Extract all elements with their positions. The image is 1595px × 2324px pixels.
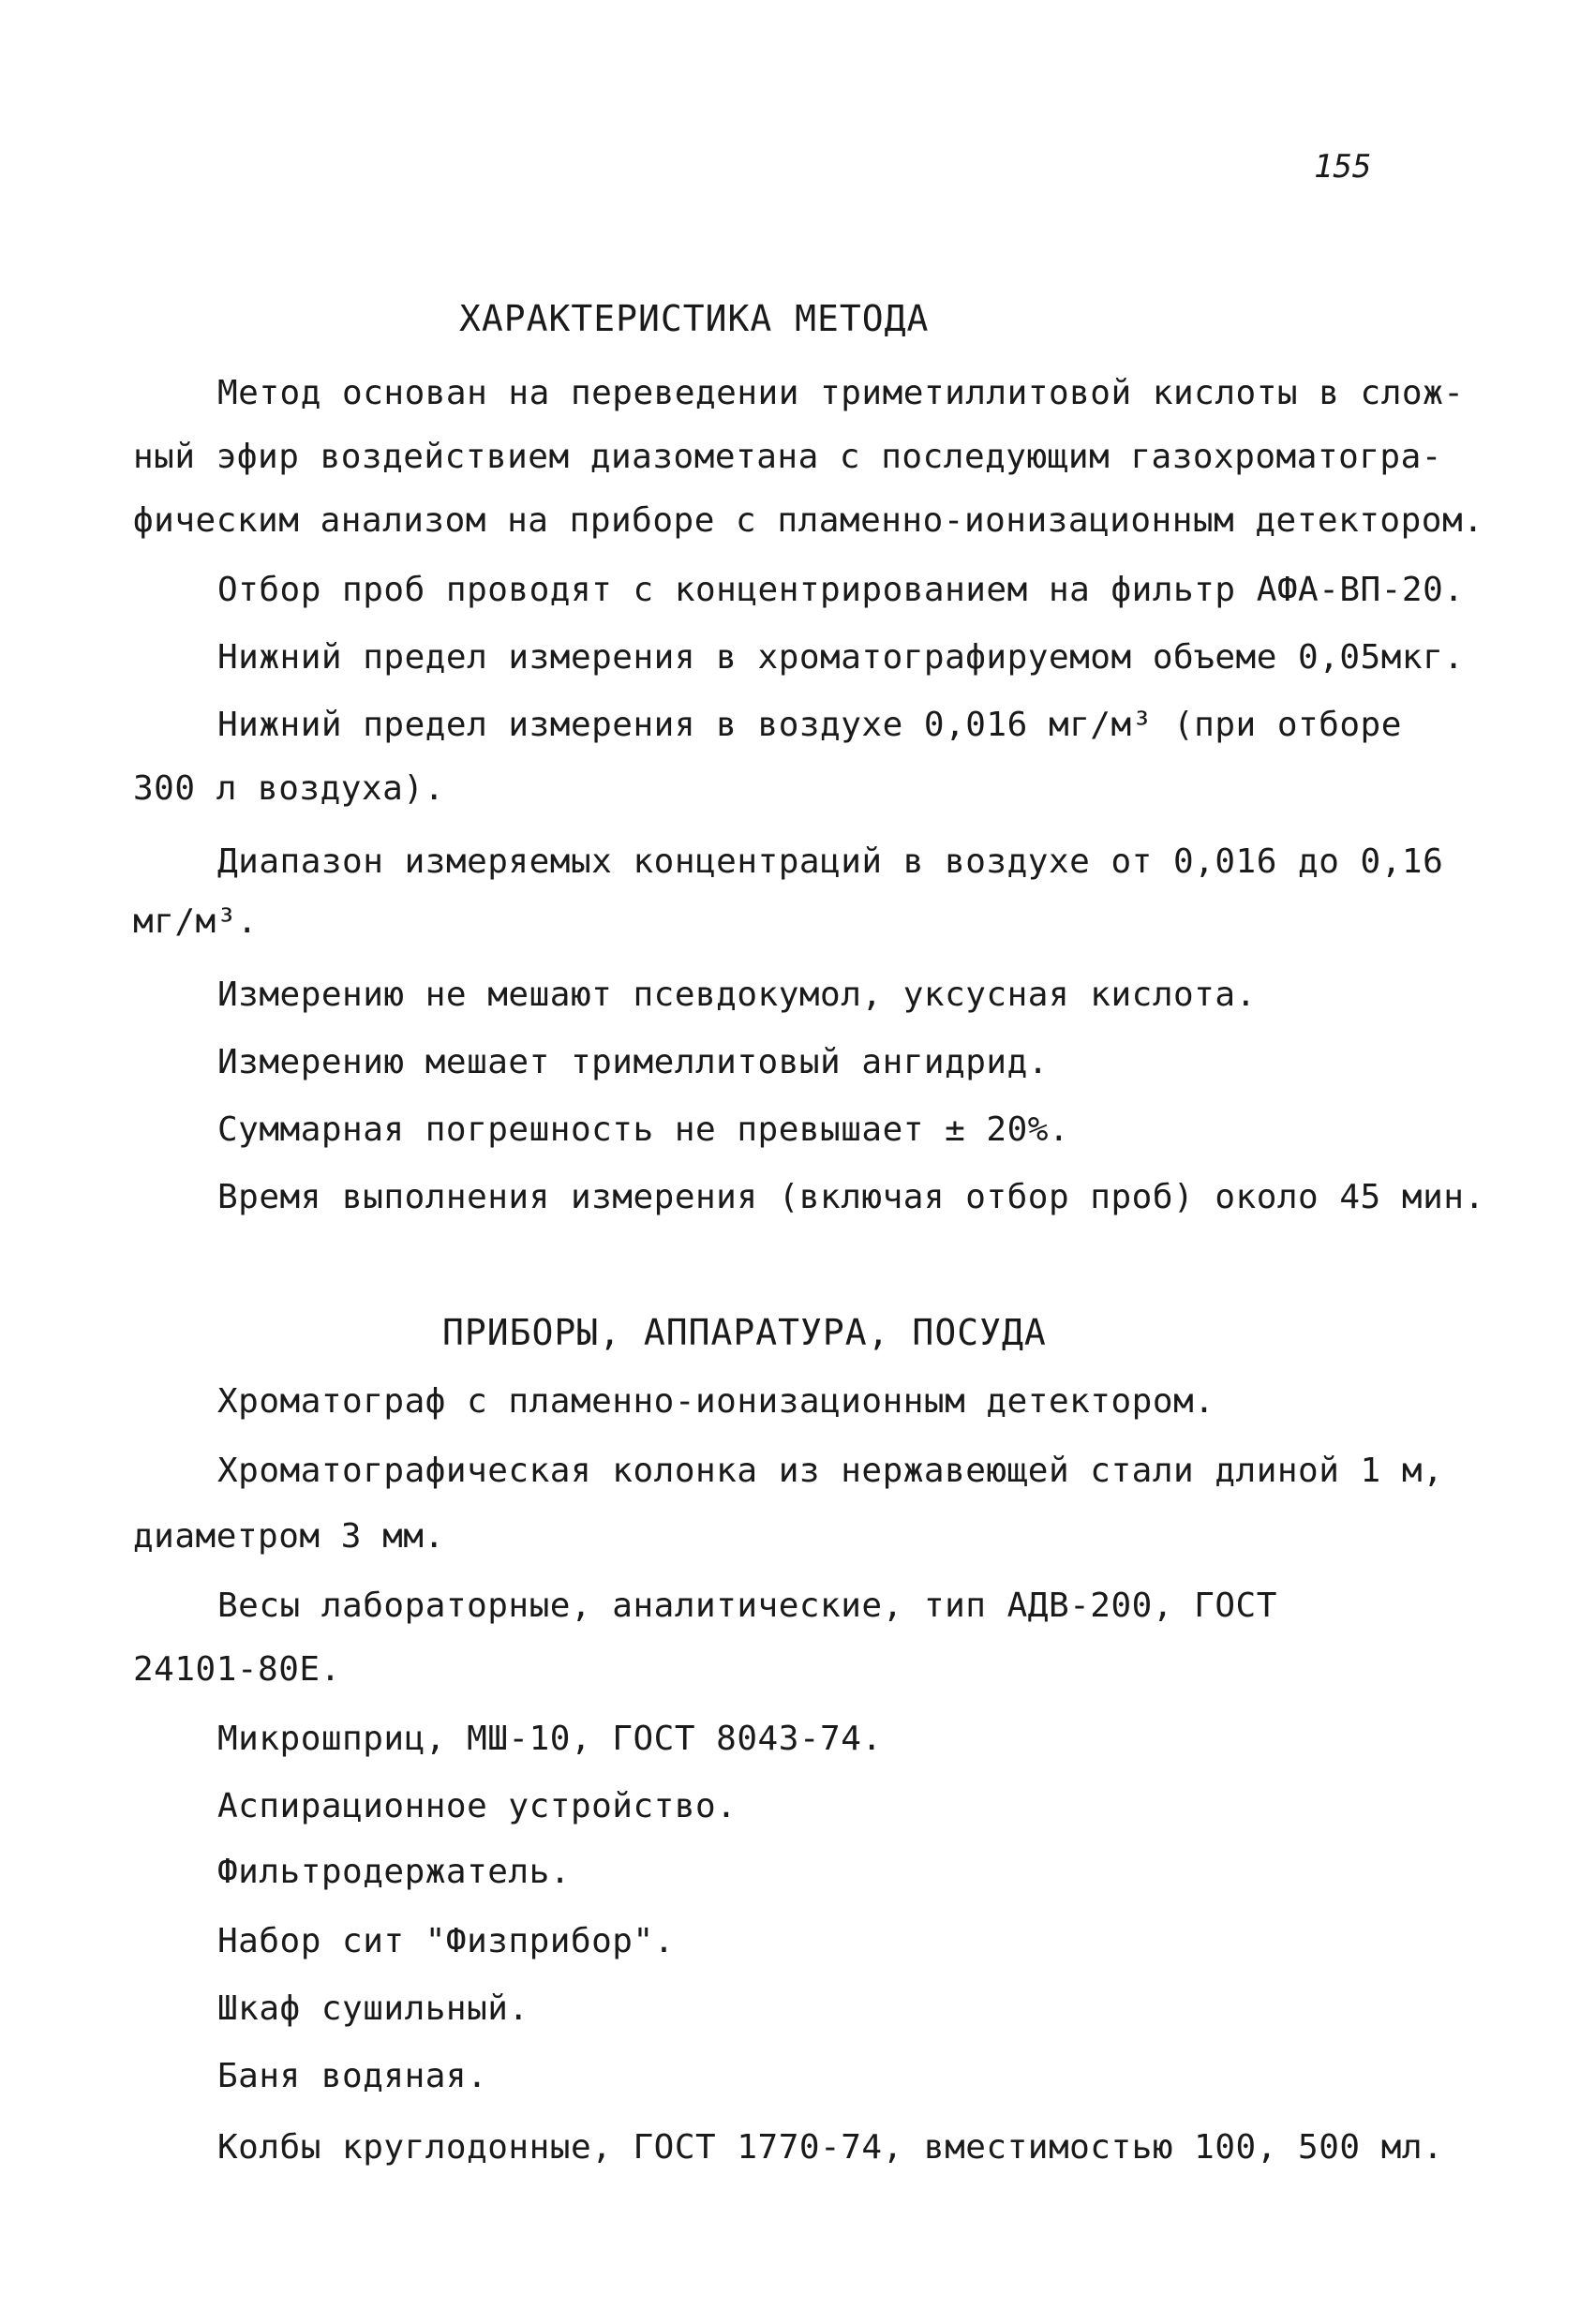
paragraph-line: Баня водяная.: [217, 2057, 488, 2095]
paragraph-line: Весы лабораторные, аналитические, тип АДВ-200, ГОСТ: [217, 1587, 1277, 1625]
paragraph-line: фическим анализом на приборе с пламенно-ионизационным детектором.: [133, 501, 1484, 540]
paragraph-line: Суммарная погрешность не превышает ± 20%.: [217, 1110, 1070, 1149]
paragraph-line: Отбор проб проводят с концентрированием на фильтр АФА-ВП-20.: [217, 571, 1465, 609]
paragraph-line: 24101-80Е.: [133, 1650, 341, 1689]
paragraph-line: мг/м³.: [133, 902, 259, 941]
paragraph-line: Нижний предел измерения в воздухе 0,016 мг/м³ (при отборе: [217, 706, 1402, 744]
paragraph-line: Микрошприц, МШ-10, ГОСТ 8043-74.: [217, 1720, 883, 1758]
paragraph-line: Фильтродержатель.: [217, 1853, 571, 1891]
paragraph-line: ный эфир воздействием диазометана с последующим газохроматогра-: [133, 438, 1442, 476]
paragraph-line: диаметром 3 мм.: [133, 1517, 445, 1556]
paragraph-line: Хроматограф с пламенно-ионизационным детектором.: [217, 1382, 1215, 1421]
section-heading-method-characteristics: ХАРАКТЕРИСТИКА МЕТОДА: [459, 298, 930, 339]
paragraph-line: Время выполнения измерения (включая отбор проб) около 45 мин.: [217, 1178, 1485, 1216]
paragraph-line: Метод основан на переведении триметиллитовой кислоты в слож-: [217, 374, 1465, 412]
paragraph-line: Хроматографическая колонка из нержавеющей стали длиной 1 м,: [217, 1452, 1444, 1490]
paragraph-line: Аспирационное устройство.: [217, 1787, 738, 1825]
paragraph-line: Измерению не мешают псевдокумол, уксусная кислота.: [217, 976, 1257, 1014]
paragraph-line: Нижний предел измерения в хроматографируемом объеме 0,05мкг.: [217, 638, 1465, 677]
paragraph-line: 300 л воздуха).: [133, 769, 445, 808]
paragraph-line: Набор сит "Физприбор".: [217, 1922, 675, 1960]
paragraph-line: Шкаф сушильный.: [217, 1989, 529, 2028]
section-heading-instruments-apparatus-glassware: ПРИБОРЫ, АППАРАТУРА, ПОСУДА: [442, 1312, 1047, 1353]
paragraph-line: Диапазон измеряемых концентраций в воздухе от 0,016 до 0,16: [217, 842, 1444, 881]
paragraph-line: Измерению мешает тримеллитовый ангидрид.: [217, 1043, 1049, 1081]
paragraph-line: Колбы круглодонные, ГОСТ 1770-74, вместимостью 100, 500 мл.: [217, 2128, 1444, 2167]
page-number: 155: [1314, 148, 1372, 186]
